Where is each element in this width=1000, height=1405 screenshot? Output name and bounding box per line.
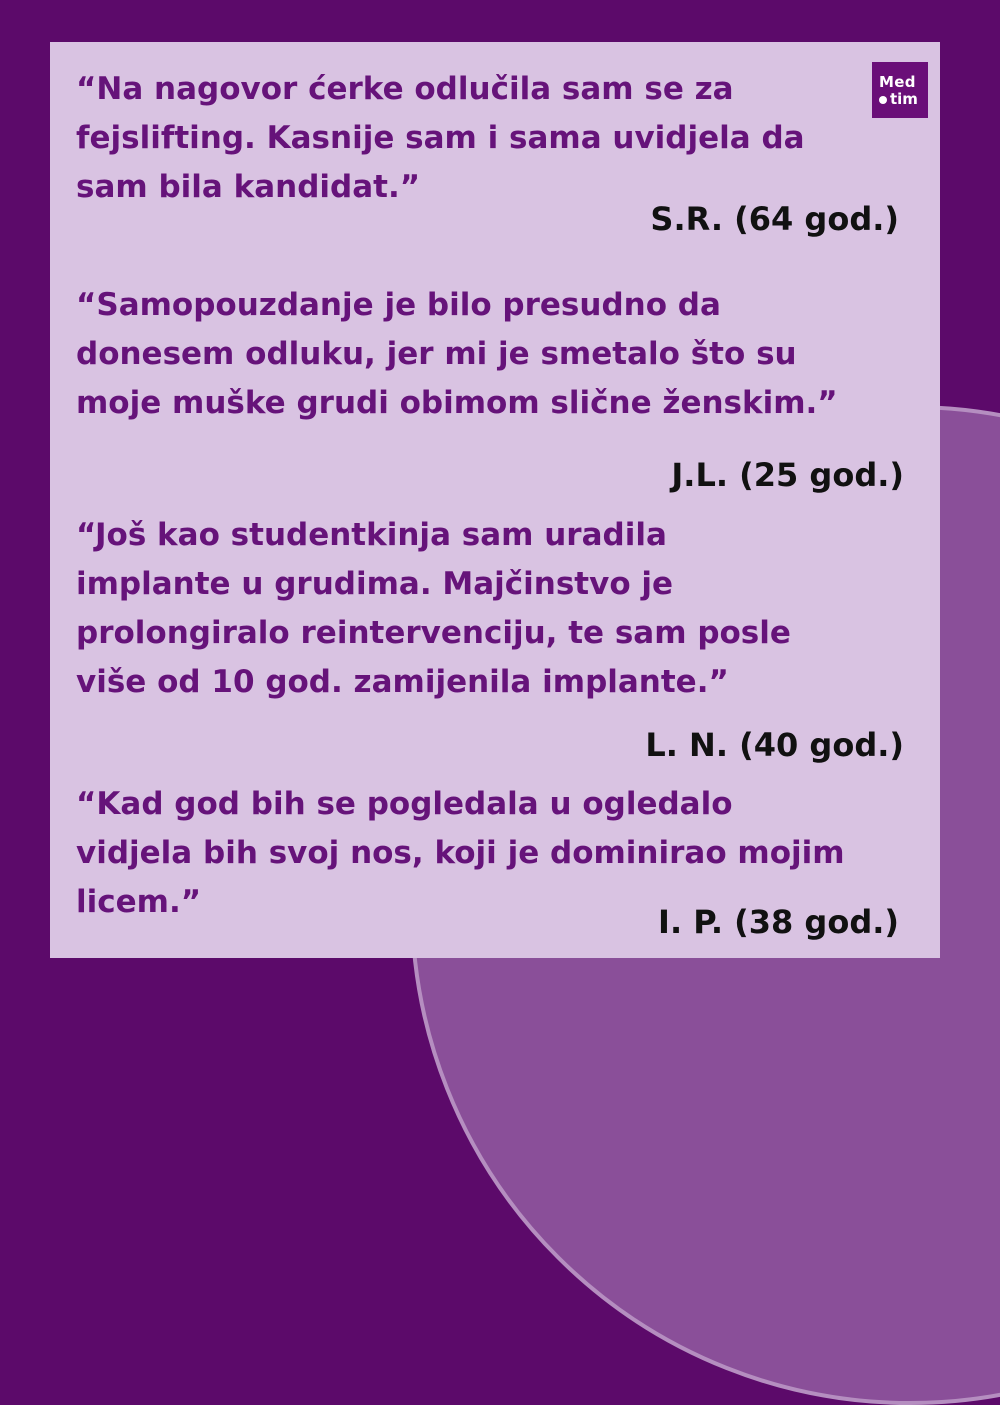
medtim-logo xyxy=(872,62,928,118)
logo-text-med: Med xyxy=(879,73,916,91)
quote-line: sam bila kandidat.” xyxy=(76,169,421,205)
quote-line: fejslifting. Kasnije sam i sama uvidjela da xyxy=(76,120,805,156)
quote-line: moje muške grudi obimom slične ženskim.” xyxy=(76,385,838,421)
quote-line: vidjela bih svoj nos, koji je dominirao mojim xyxy=(76,835,845,871)
logo-dot-icon xyxy=(879,96,887,104)
quote-line: licem.” xyxy=(76,884,202,920)
logo-text-tim-row xyxy=(879,91,918,108)
testimonial-quote-1 xyxy=(76,65,805,212)
quote-line: implante u grudima. Majčinstvo je xyxy=(76,566,674,602)
testimonial-author-2: J.L. (25 god.) xyxy=(671,456,904,494)
testimonial-quote-3 xyxy=(76,511,791,707)
quote-line: “Još kao studentkinja sam uradila xyxy=(76,517,667,553)
testimonial-author-4: I. P. (38 god.) xyxy=(658,903,899,941)
testimonial-quote-2 xyxy=(76,281,838,428)
quote-line: “Na nagovor ćerke odlučila sam se za xyxy=(76,71,734,107)
quote-line: više od 10 god. zamijenila implante.” xyxy=(76,664,729,700)
quote-line: “Kad god bih se pogledala u ogledalo xyxy=(76,786,733,822)
logo-text-tim: tim xyxy=(890,90,918,108)
testimonial-author-1: S.R. (64 god.) xyxy=(650,200,899,238)
quote-line: “Samopouzdanje je bilo presudno da xyxy=(76,287,721,323)
quote-line: prolongiralo reintervenciju, te sam posle xyxy=(76,615,791,651)
quote-line: donesem odluku, jer mi je smetalo što su xyxy=(76,336,797,372)
testimonial-author-3: L. N. (40 god.) xyxy=(645,726,904,764)
